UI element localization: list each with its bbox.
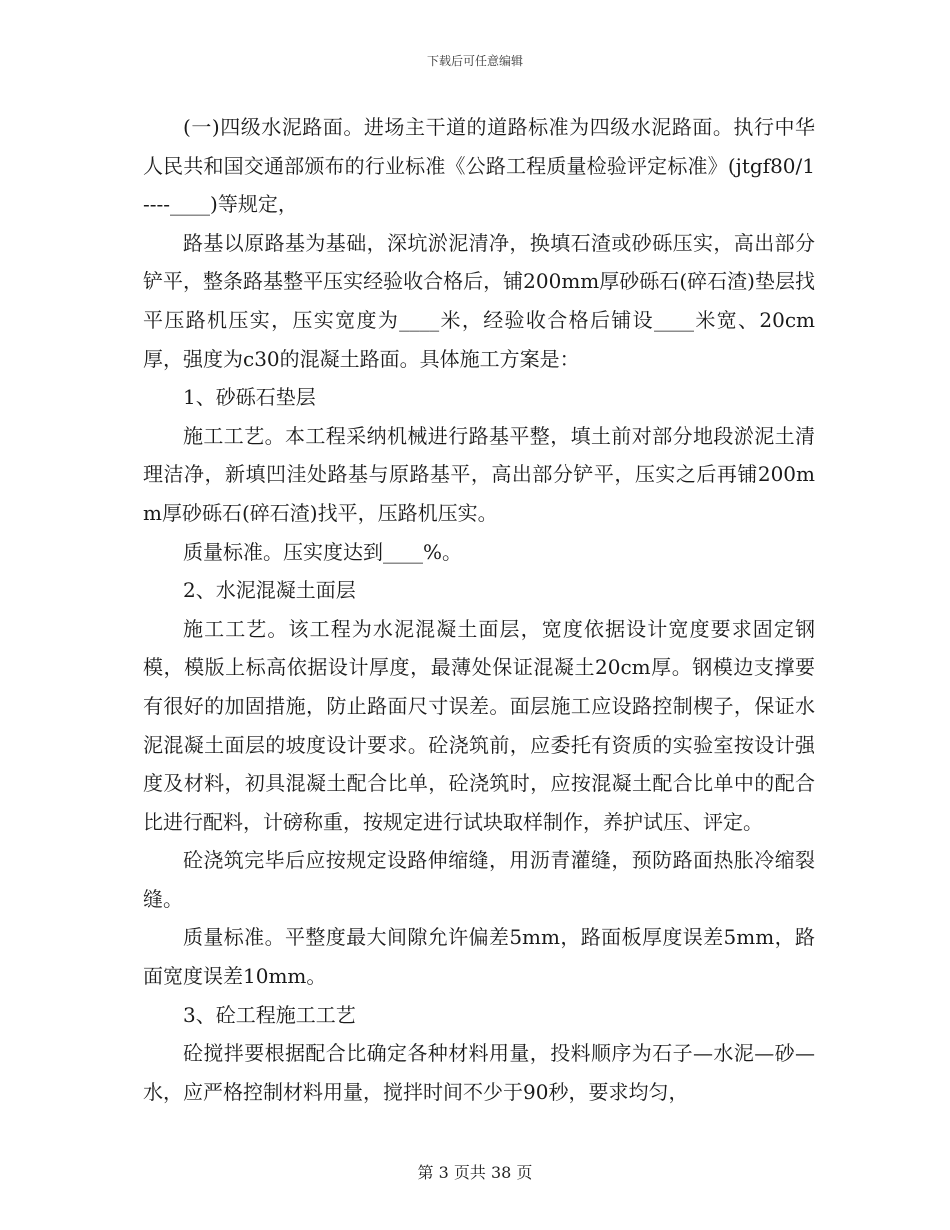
paragraph-mixing: 砼搅拌要根据配合比确定各种材料用量，投料顺序为石子—水泥—砂—水，应严格控制材料用量，搅拌时间不少于90秒，要求均匀，: [143, 1041, 815, 1104]
page-header: 下载后可任意编辑: [426, 54, 523, 68]
paragraph-concrete-quality: 质量标准。平整度最大间隙允许偏差5mm，路面板厚度误差5mm，路面宽度误差10mm。: [143, 925, 815, 989]
page-footer: 第 3 页共 38 页: [417, 1163, 533, 1182]
paragraph-road-standard: (一)四级水泥路面。进场主干道的道路标准为四级水泥路面。执行中华人民共和国交通部颁布的行业标准《公路工程质量检验评定标准》(jtgf80/1----____)等规定，: [143, 115, 815, 217]
paragraph-subgrade: 路基以原路基为基础，深坑淤泥清净，换填石渣或砂砾压实，高出部分铲平，整条路基整平压实经验收合格后，铺200mm厚砂砾石(碎石渣)垫层找平压路机压实，压实宽度为____米，经验收合格后铺设____米宽、20cm厚，强度为c30的混凝土路面。具体施工方案是：: [143, 230, 815, 371]
paragraph-concrete-process: 施工工艺。该工程为水泥混凝土面层，宽度依据设计宽度要求固定钢模，模版上标高依据设计厚度，最薄处保证混凝土20cm厚。钢模边支撑要有很好的加固措施，防止路面尺寸误差。面层施工应设路控制楔子，保证水泥混凝土面层的坡度设计要求。砼浇筑前，应委托有资质的实验室按设计强度及材料，初具混凝土配合比单，砼浇筑时，应按混凝土配合比单中的配合比进行配料，计磅称重，按规定进行试块取样制作，养护试压、评定。: [143, 616, 815, 834]
paragraph-gravel-process: 施工工艺。本工程采纳机械进行路基平整，填土前对部分地段淤泥土清理洁净，新填凹洼处路基与原路基平，高出部分铲平，压实之后再铺200mm厚砂砾石(碎石渣)找平，压路机压实。: [143, 423, 815, 525]
paragraph-expansion-joints: 砼浇筑完毕后应按规定设路伸缩缝，用沥青灌缝，预防路面热胀冷缩裂缝。: [143, 848, 815, 911]
section-heading-concrete-works: 3、砼工程施工工艺: [183, 1002, 356, 1027]
section-heading-concrete-surface: 2、水泥混凝土面层: [183, 578, 356, 603]
document-body: [143, 108, 815, 1111]
paragraph-gravel-quality: 质量标准。压实度达到____%。: [183, 539, 463, 564]
section-heading-gravel-cushion: 1、砂砾石垫层: [183, 385, 316, 410]
